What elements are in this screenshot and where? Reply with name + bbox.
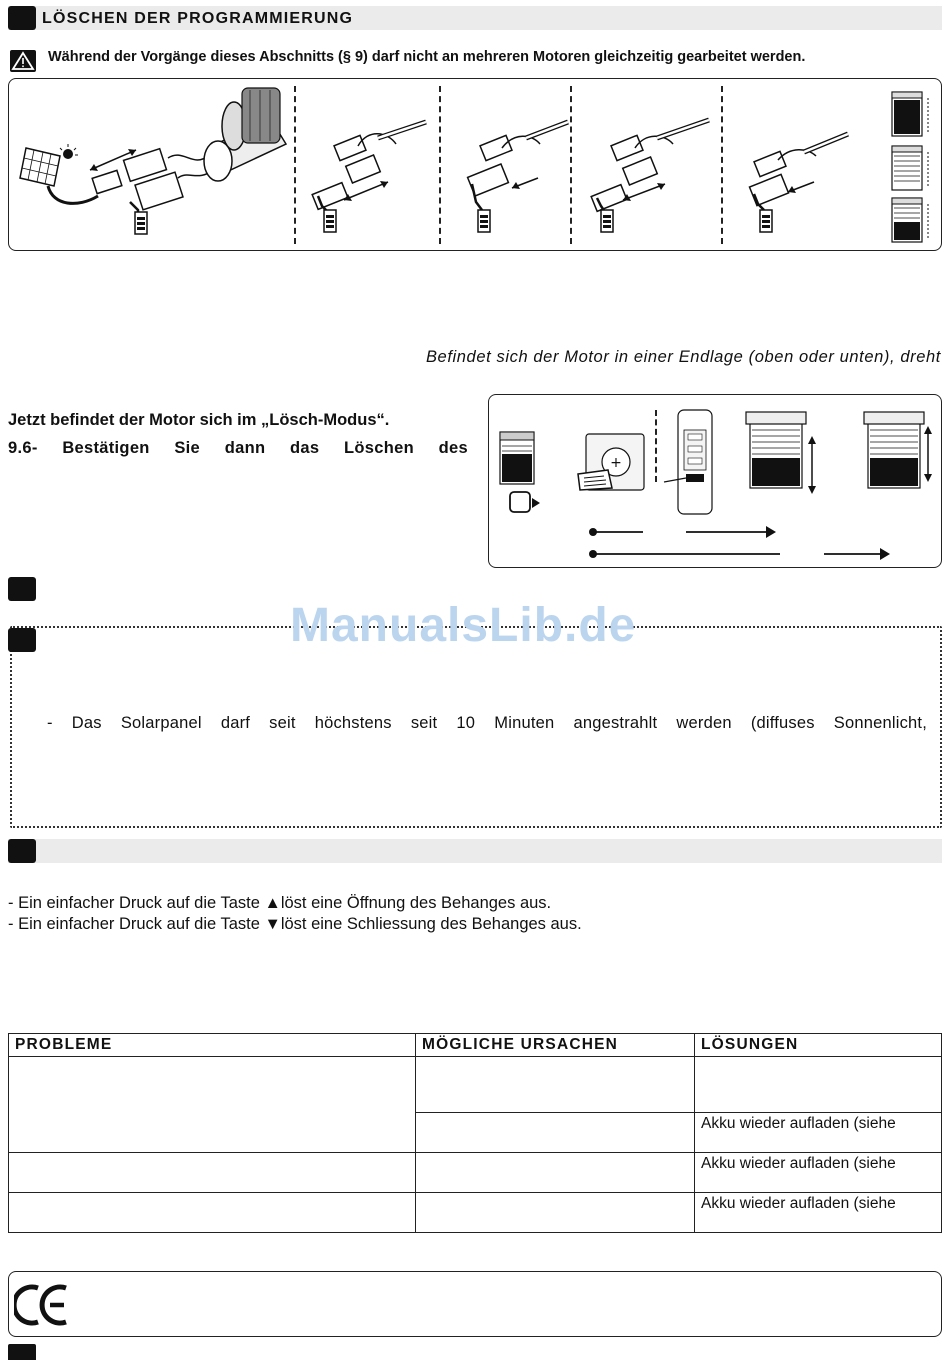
connector-icon [749,134,848,232]
confirm-step-text: 9.6- Bestätigen Sie dann das Löschen des [8,439,468,457]
connector-illustrations [8,78,940,249]
shutter-icon [892,146,928,190]
motor-tube-icon [204,88,286,181]
press-button-icon [510,492,530,512]
warning-icon [10,50,36,72]
table-row [9,1057,942,1113]
table-header-cell: MÖGLICHE URSACHEN [416,1034,695,1057]
remote-illustrations [488,394,940,566]
section-header-bar [8,839,942,863]
svg-text:+: + [610,455,622,471]
table-cell-problem [9,1153,416,1193]
watermark: ManualsLib.de [290,599,637,652]
table-cell-cause [416,1193,695,1233]
section-number-badge [8,628,36,652]
troubleshooting-table [8,1033,942,1233]
table-cell-cause [416,1113,695,1153]
remote-icon [578,434,644,490]
usage-open-text: - Ein einfacher Druck auf die Taste ▲löst eine Öffnung des Behanges aus. [8,894,552,912]
motor-endposition-text: Befindet sich der Motor in einer Endlage (oben oder unten), dreht [425,348,941,366]
erase-mode-text: Jetzt befindet der Motor sich im „Lösch-Modus“. [8,411,390,429]
warning-text: Während der Vorgänge dieses Abschnitts (§ 9) darf nicht an mehreren Motoren gleichzeitig gearbeitet werden. [48,49,806,65]
remote-icon [664,410,712,514]
table-row [9,1153,942,1193]
table-row [9,1193,942,1233]
shutter-icon [746,412,816,494]
section-number-badge [8,1344,36,1360]
table-header-cell: PROBLEME [9,1034,416,1057]
connector-icon [468,122,568,232]
timeline-arrows [589,526,890,560]
table-cell-cause [416,1153,695,1193]
table-cell-problem [9,1057,416,1153]
section-number-badge [8,577,36,601]
table-cell-solution: Akku wieder aufladen (siehe [695,1113,942,1153]
table-cell-solution: Akku wieder aufladen (siehe [695,1153,942,1193]
section-title: LÖSCHEN DER PROGRAMMIERUNG [42,10,354,27]
connector-icon [312,122,426,232]
table-cell-solution [695,1057,942,1113]
shutter-icon [892,198,928,242]
shutter-icon [864,412,932,488]
ce-mark-icon [14,1283,70,1327]
table-header-cell: LÖSUNGEN [695,1034,942,1057]
solar-note-text: - Das Solarpanel darf seit höchstens seit 10 Minuten angestrahlt werden (diffuses Sonnenlicht, [47,714,927,732]
shutter-icon [500,432,534,484]
ce-declaration-box [8,1271,942,1337]
connector-icon [591,120,709,232]
section-number-badge [8,6,36,30]
table-cell-solution: Akku wieder aufladen (siehe [695,1193,942,1233]
connector-icon [90,149,213,210]
section-number-badge [8,839,36,863]
table-cell-problem [9,1193,416,1233]
shutter-icon [892,92,928,136]
usage-close-text: - Ein einfacher Druck auf die Taste ▼löst eine Schliessung des Behanges aus. [8,915,582,933]
solar-panel-icon [20,144,98,203]
table-cell-cause [416,1057,695,1113]
table-header-row [9,1034,942,1057]
